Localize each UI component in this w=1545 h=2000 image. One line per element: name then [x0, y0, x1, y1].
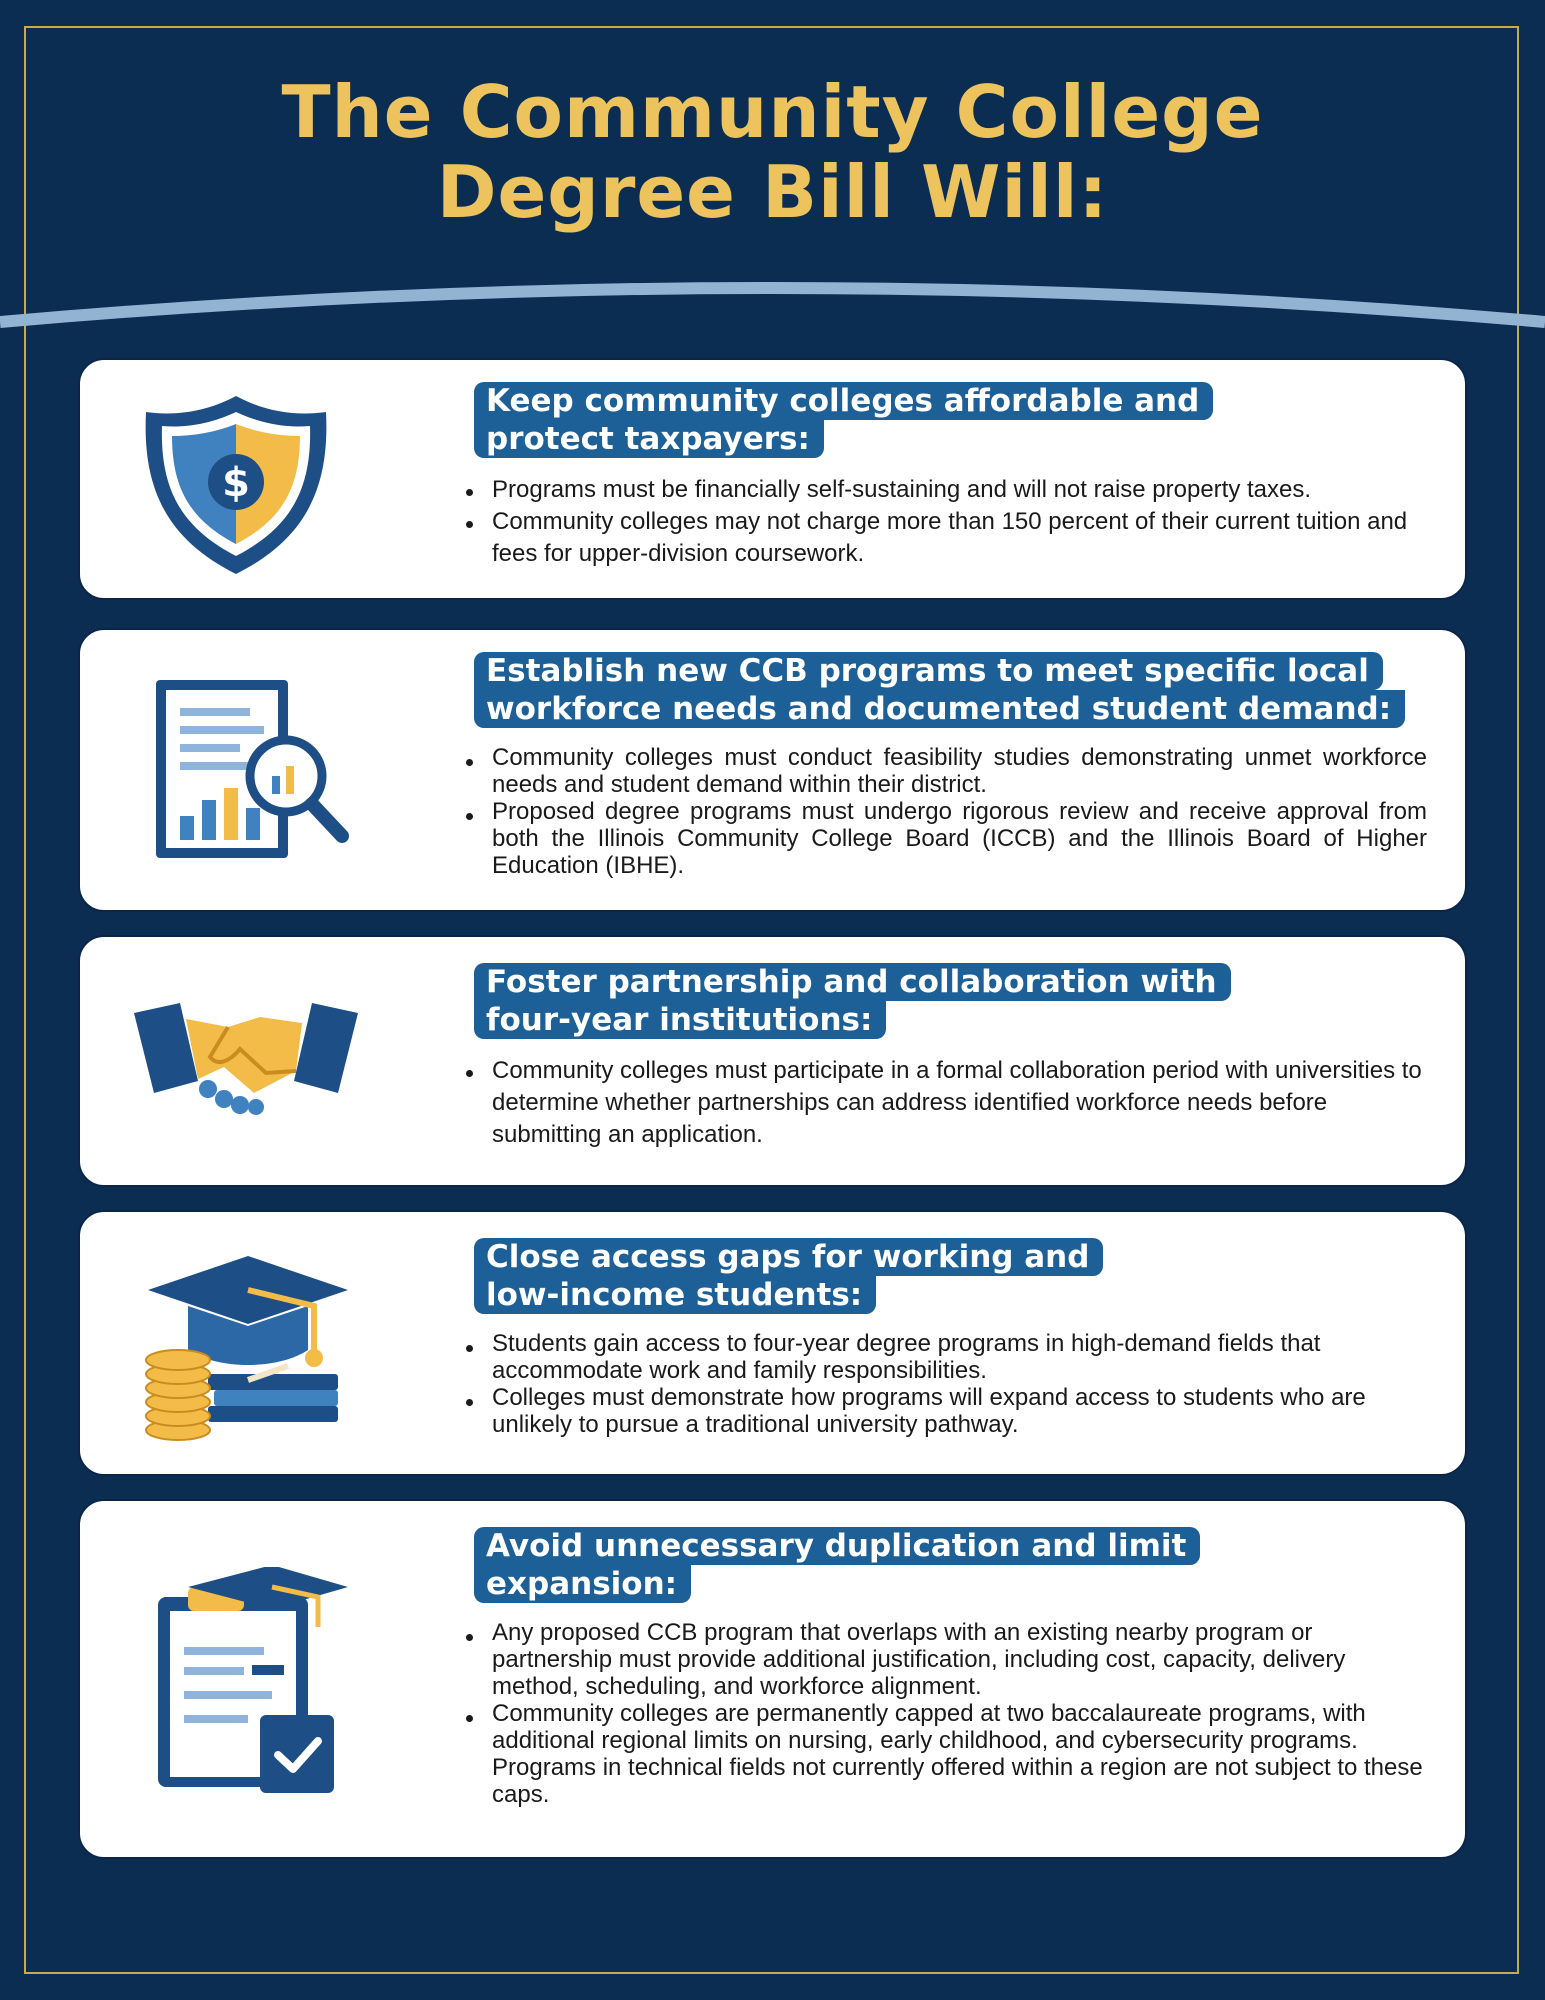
page-title-line-2: Degree Bill Will:: [436, 150, 1109, 234]
page-title: [0, 72, 1545, 232]
section-heading-line-1: Foster partnership and collaboration with: [474, 963, 1231, 1001]
page-title-line-1: The Community College: [281, 70, 1264, 154]
section-heading-line-2: expansion:: [474, 1565, 691, 1603]
list-item: Programs must be financially self-sustaining and will not raise property taxes.: [492, 474, 1427, 506]
section-heading: [474, 382, 1213, 458]
list-item: Proposed degree programs must undergo rigorous review and receive approval from both the Illinois Community College Board (ICCB) and the Illinois Board of Higher Education (IBHE).: [492, 798, 1427, 879]
section-heading: [474, 652, 1405, 728]
section-heading-line-2: four-year institutions:: [474, 1001, 886, 1039]
section-heading-line-1: Close access gaps for working and: [474, 1238, 1103, 1276]
bullet-list: [464, 1055, 1427, 1151]
graduation-cap-coins-icon: [138, 1250, 358, 1450]
section-heading: [474, 1527, 1200, 1603]
shield-dollar-icon: [136, 390, 336, 580]
section-heading-line-2: low-income students:: [474, 1276, 876, 1314]
section-heading: [474, 963, 1231, 1039]
section-heading-line-1: Avoid unnecessary duplication and limit: [474, 1527, 1200, 1565]
svg-text:$: $: [222, 460, 250, 506]
bullet-list: [464, 744, 1427, 879]
section-card-workforce: [78, 628, 1467, 912]
bullet-list: [464, 1619, 1427, 1808]
report-magnifier-icon: [146, 676, 356, 876]
section-heading-line-1: Establish new CCB programs to meet specific local: [474, 652, 1383, 690]
section-heading: [474, 1238, 1103, 1314]
section-card-access: [78, 1210, 1467, 1476]
list-item: Students gain access to four-year degree programs in high-demand fields that accommodate work and family responsibilities.: [492, 1330, 1427, 1384]
list-item: Any proposed CCB program that overlaps with an existing nearby program or partnership must provide additional justification, including cost, capacity, delivery method, scheduling, and workforce alignment.: [492, 1619, 1427, 1700]
list-item: Community colleges must conduct feasibility studies demonstrating unmet workforce needs and student demand within their district.: [492, 744, 1427, 798]
handshake-icon: [126, 997, 366, 1137]
section-heading-line-1: Keep community colleges affordable and: [474, 382, 1213, 420]
section-card-affordable: [78, 358, 1467, 600]
clipboard-check-icon: [148, 1567, 348, 1797]
header-divider-curve: [0, 270, 1545, 340]
bullet-list: [464, 1330, 1427, 1438]
section-card-duplication: [78, 1499, 1467, 1859]
section-heading-line-2: protect taxpayers:: [474, 420, 824, 458]
list-item: Community colleges must participate in a formal collaboration period with universities to determine whether partnerships can address identified workforce needs before submitting an application.: [492, 1055, 1427, 1151]
list-item: Community colleges are permanently capped at two baccalaureate programs, with additional regional limits on nursing, early childhood, and cybersecurity programs. Programs in technical fields not currently offered within a region are not subject to these caps.: [492, 1700, 1427, 1808]
list-item: Community colleges may not charge more than 150 percent of their current tuition and fees for upper-division coursework.: [492, 506, 1427, 570]
list-item: Colleges must demonstrate how programs will expand access to students who are unlikely to pursue a traditional university pathway.: [492, 1384, 1427, 1438]
section-heading-line-2: workforce needs and documented student demand:: [474, 690, 1405, 728]
section-card-partnership: [78, 935, 1467, 1187]
bullet-list: [464, 474, 1427, 570]
